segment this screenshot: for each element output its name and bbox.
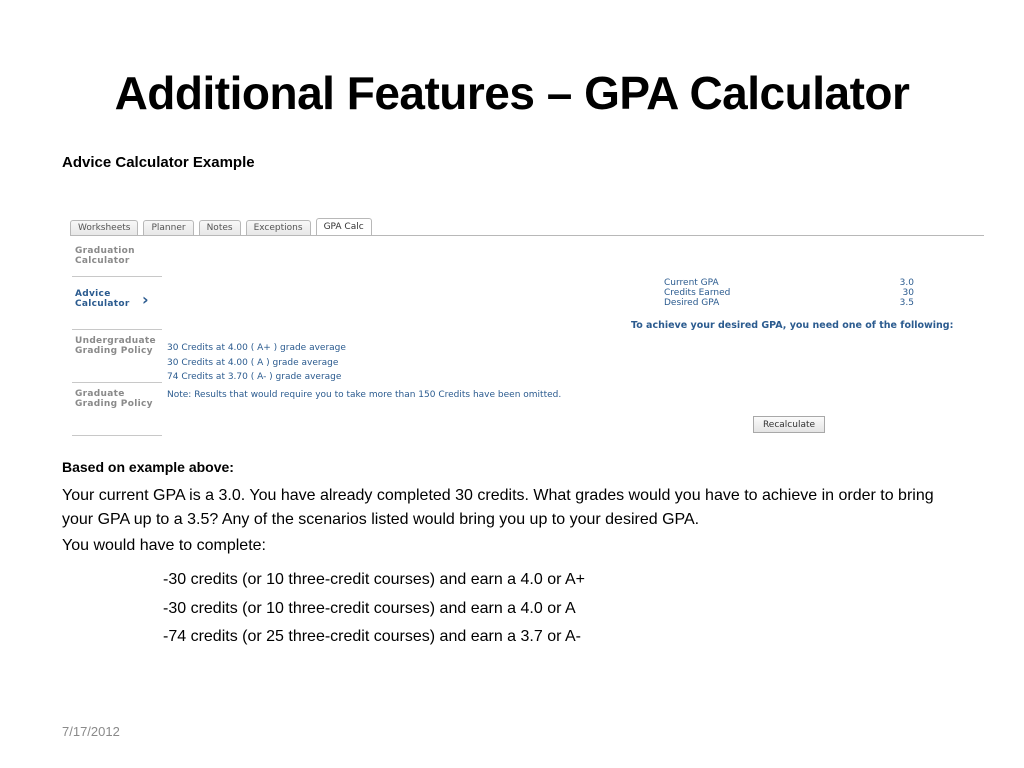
tab-exceptions[interactable]: Exceptions — [246, 220, 311, 236]
side-nav — [72, 240, 162, 436]
tab-notes[interactable]: Notes — [199, 220, 241, 236]
summary-row-desired-gpa — [664, 298, 924, 308]
scenario-list — [163, 566, 585, 652]
summary-label: Desired GPA — [664, 298, 720, 308]
gpa-calculator-screenshot — [70, 216, 984, 436]
result-item: 30 Credits at 4.00 ( A ) grade average — [167, 357, 339, 368]
sidebar-item-label: Advice Calculator — [75, 289, 130, 309]
sidebar-item-label: Graduation Calculator — [75, 246, 135, 266]
tab-divider — [70, 235, 984, 236]
slide-date: 7/17/2012 — [62, 724, 120, 739]
explanation-heading: Based on example above: — [62, 459, 234, 475]
summary-label: Current GPA — [664, 278, 719, 288]
result-item: 30 Credits at 4.00 ( A+ ) grade average — [167, 343, 346, 353]
recalculate-button[interactable]: Recalculate — [753, 416, 825, 433]
scenario-item: -74 credits (or 25 three-credit courses) and earn a 3.7 or A- — [163, 628, 581, 645]
slide-title: Additional Features – GPA Calculator — [114, 67, 910, 119]
sidebar-item-graduation-calculator[interactable] — [72, 240, 162, 277]
desired-gpa-message: To achieve your desired GPA, you need one of the following: — [631, 320, 954, 331]
sidebar-item-label: Undergraduate Grading Policy — [75, 336, 156, 356]
scenario-item: -30 credits (or 10 three-credit courses) and earn a 4.0 or A+ — [163, 571, 585, 588]
complete-intro: You would have to complete: — [62, 537, 266, 554]
summary-label: Credits Earned — [664, 288, 731, 298]
tab-bar — [70, 218, 377, 236]
result-item: 74 Credits at 3.70 ( A- ) grade average — [167, 372, 342, 382]
summary-value: 30 — [902, 288, 914, 298]
chevron-right-icon: › — [142, 290, 149, 309]
tab-planner[interactable]: Planner — [143, 220, 193, 236]
gpa-summary — [664, 278, 924, 308]
explanation-paragraph: Your current GPA is a 3.0. You have already completed 30 credits. What grades would you have to achieve in order to bring your GPA up to a 3.5? Any of the scenarios listed would bring you up to your desired GPA. — [62, 487, 934, 528]
results-note: Note: Results that would require you to take more than 150 Credits have been omitted. — [167, 390, 562, 400]
slide-subtitle: Advice Calculator Example — [62, 154, 255, 171]
sidebar-item-graduate-grading-policy[interactable] — [72, 383, 162, 436]
sidebar-item-undergraduate-grading-policy[interactable] — [72, 330, 162, 383]
tab-gpa-calc[interactable]: GPA Calc — [316, 218, 372, 236]
sidebar-item-advice-calculator[interactable] — [72, 277, 162, 330]
sidebar-item-label: Graduate Grading Policy — [75, 389, 153, 409]
scenario-item: -30 credits (or 10 three-credit courses) and earn a 4.0 or A — [163, 599, 576, 617]
summary-row-credits-earned — [664, 288, 924, 298]
summary-row-current-gpa — [664, 278, 924, 288]
summary-value: 3.0 — [899, 278, 914, 288]
summary-value: 3.5 — [899, 298, 914, 308]
results-list — [167, 341, 346, 385]
tab-worksheets[interactable]: Worksheets — [70, 220, 138, 236]
